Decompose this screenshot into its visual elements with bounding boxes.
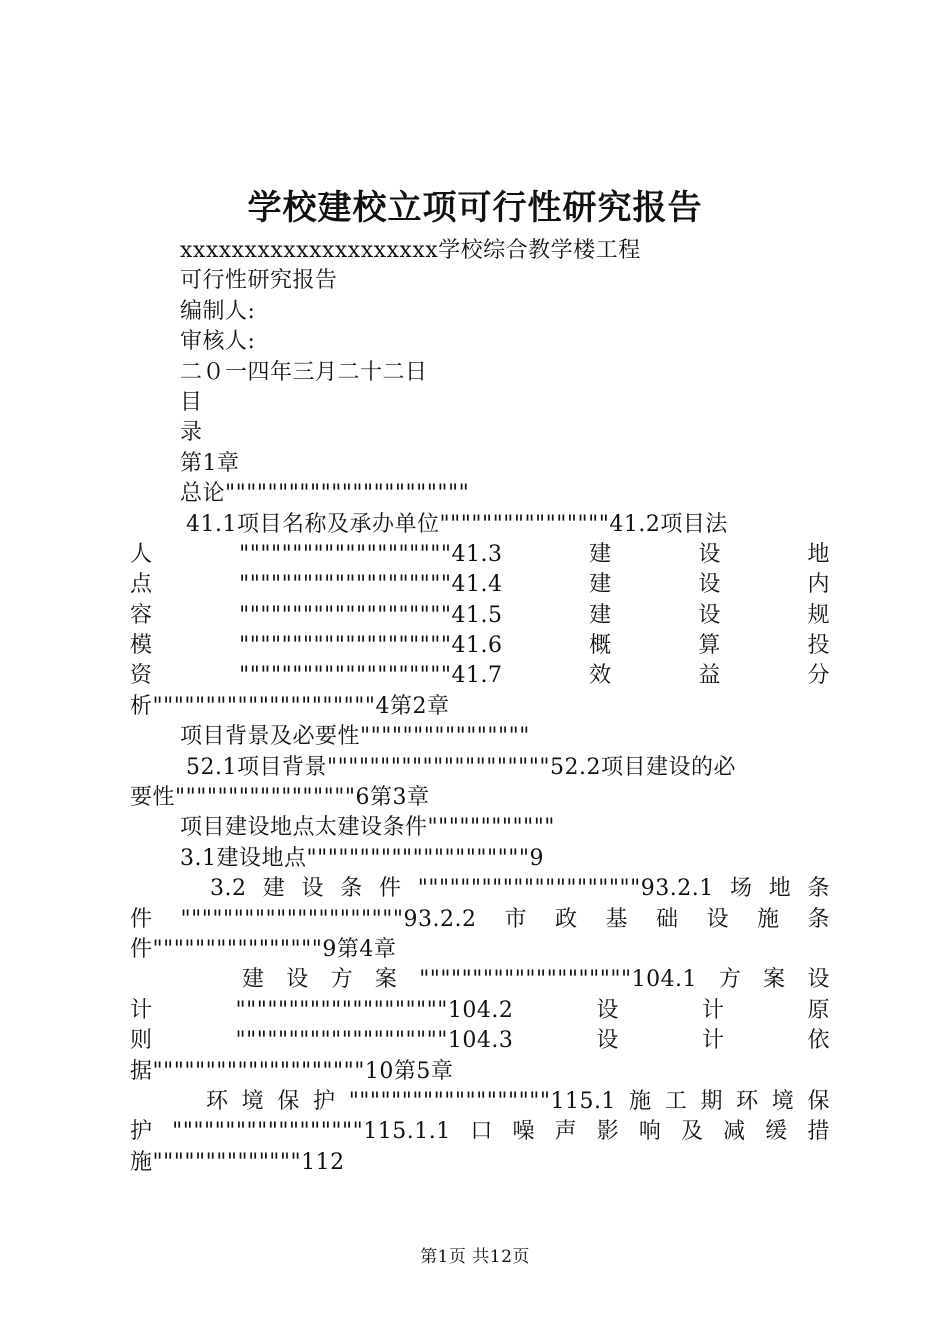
toc-token: 设: [596, 1028, 619, 1054]
toc-token: 规: [807, 602, 830, 628]
toc-token: 方: [330, 967, 354, 993]
toc-line: [130, 905, 830, 935]
toc-line: 41.1项目名称及承办单位""""""""""""""""41.2项目法: [186, 511, 728, 537]
toc-token: """"""""""""""""""""41.4: [239, 572, 503, 598]
toc-token: 减: [723, 1119, 746, 1145]
toc-token: 原: [807, 997, 830, 1023]
page-footer: 第1页 共12页: [420, 1247, 530, 1267]
toc-token: 设: [698, 602, 721, 628]
toc-token: 场: [729, 876, 753, 902]
toc-token: 地: [768, 876, 792, 902]
reviewer-line: 审核人:: [180, 329, 256, 355]
toc-token: 件: [378, 876, 402, 902]
toc-token: 分: [807, 663, 830, 689]
toc-token: 计: [701, 997, 725, 1023]
toc-token: 概: [589, 633, 612, 659]
date-line: 二０一四年三月二十二日: [180, 359, 428, 385]
toc-token: 期: [700, 1088, 723, 1114]
toc-token: 护: [130, 1119, 153, 1145]
toc-token: 境: [771, 1088, 795, 1114]
toc-line: 3.1建设地点"""""""""""""""""""""9: [180, 845, 544, 871]
toc-token: """""""""""""""""""""93.2.2: [180, 906, 477, 932]
toc-token: 条: [340, 876, 363, 902]
toc-token: 设: [706, 906, 729, 932]
toc-token: 计: [130, 997, 153, 1023]
toc-token: 施: [756, 906, 780, 932]
toc-token: 护: [313, 1088, 336, 1114]
toc-line: [130, 570, 830, 600]
toc-line: 总论""""""""""""""""""""""": [180, 481, 470, 507]
toc-token: 投: [807, 633, 830, 659]
toc-token: 口: [470, 1119, 493, 1145]
toc-token: 案: [374, 967, 398, 993]
toc-token: 工: [664, 1088, 688, 1114]
toc-line: [130, 540, 830, 570]
chapter-1-line: 第1章: [180, 450, 240, 476]
toc-line: 施""""""""""""""112: [130, 1149, 345, 1175]
toc-line: [130, 1117, 830, 1147]
toc-token: 算: [698, 633, 721, 659]
document-body: [130, 236, 830, 1178]
project-name-line: xxxxxxxxxxxxxxxxxxxx学校综合教学楼工程: [180, 238, 641, 263]
toc-token: 政: [554, 906, 578, 932]
toc-token: 依: [807, 1028, 830, 1054]
toc-token: 条: [807, 876, 830, 902]
toc-token: 设: [698, 541, 721, 567]
toc-line: [130, 965, 830, 995]
toc-token: 声: [554, 1119, 578, 1145]
toc-token: """""""""""""""""""115.1: [348, 1088, 616, 1114]
toc-token: 资: [130, 663, 153, 689]
toc-token: """""""""""""""""""""93.2.1: [417, 876, 714, 902]
toc-token: 容: [130, 602, 153, 628]
toc-token: 噪: [512, 1119, 535, 1145]
toc-token: 影: [596, 1119, 620, 1145]
toc-heading-1: 目: [180, 389, 203, 415]
toc-token: 计: [701, 1028, 725, 1054]
toc-line: [130, 631, 830, 661]
toc-token: 建: [262, 876, 286, 902]
toc-token: 环: [736, 1088, 759, 1114]
toc-token: 响: [638, 1119, 662, 1145]
toc-token: 模: [130, 633, 153, 659]
toc-token: 建: [242, 967, 265, 993]
toc-token: """"""""""""""""""""41.3: [239, 541, 503, 567]
toc-line: [130, 1026, 830, 1056]
toc-token: 案: [763, 967, 786, 993]
toc-token: 设: [596, 997, 619, 1023]
toc-token: 设: [301, 876, 324, 902]
toc-line: 52.1项目背景"""""""""""""""""""""52.2项目建设的必: [186, 754, 736, 780]
toc-token: 点: [130, 572, 153, 598]
toc-token: """"""""""""""""""""104.3: [235, 1028, 514, 1054]
toc-token: """"""""""""""""""""41.7: [239, 663, 503, 689]
toc-line: 析"""""""""""""""""""""4第2章: [130, 693, 450, 719]
toc-token: 施: [629, 1088, 652, 1114]
toc-token: 条: [807, 906, 830, 932]
toc-token: 地: [807, 541, 830, 567]
document-title: 学校建校立项可行性研究报告: [247, 188, 703, 228]
toc-token: 基: [605, 906, 628, 932]
toc-token: """"""""""""""""""""41.6: [239, 633, 503, 659]
toc-token: 效: [589, 663, 612, 689]
toc-token: 及: [680, 1119, 704, 1145]
compiler-line: 编制人:: [180, 298, 256, 324]
toc-token: 设: [698, 572, 721, 598]
toc-token: """"""""""""""""""""104.1: [419, 967, 698, 993]
toc-token: 方: [718, 967, 742, 993]
toc-token: 设: [286, 967, 309, 993]
toc-token: 建: [589, 602, 612, 628]
toc-token: 3.2: [210, 876, 247, 902]
toc-line: [130, 996, 830, 1026]
toc-token: 设: [807, 967, 830, 993]
toc-token: """"""""""""""""""115.1.1: [172, 1119, 451, 1145]
toc-line: [130, 661, 830, 691]
toc-token: 益: [698, 663, 721, 689]
toc-token: 环: [206, 1088, 229, 1114]
toc-line: 项目建设地点太建设条件"""""""""""": [180, 815, 555, 841]
toc-heading-2: 录: [180, 420, 203, 446]
toc-token: 建: [589, 541, 612, 567]
toc-line: 要性"""""""""""""""""6第3章: [130, 785, 430, 811]
toc-token: """"""""""""""""""""104.2: [235, 997, 514, 1023]
toc-line: [130, 601, 830, 631]
toc-token: """"""""""""""""""""41.5: [239, 602, 503, 628]
toc-token: 件: [130, 906, 153, 932]
toc-token: 保: [807, 1088, 830, 1114]
toc-token: 则: [130, 1028, 153, 1054]
toc-line: [130, 874, 830, 904]
toc-line: [130, 1087, 830, 1117]
toc-token: 市: [504, 906, 527, 932]
toc-line: 件""""""""""""""""9第4章: [130, 936, 397, 962]
toc-line: 据""""""""""""""""""""10第5章: [130, 1058, 454, 1084]
toc-token: 建: [589, 572, 612, 598]
toc-token: 措: [807, 1119, 830, 1145]
report-type-line: 可行性研究报告: [180, 268, 338, 294]
toc-token: 人: [130, 541, 153, 567]
toc-token: 础: [655, 906, 679, 932]
toc-token: 缓: [765, 1119, 788, 1145]
toc-token: 保: [277, 1088, 300, 1114]
toc-line: 项目背景及必要性"""""""""""""""": [180, 724, 530, 750]
toc-token: 境: [241, 1088, 265, 1114]
toc-token: 内: [807, 572, 830, 598]
